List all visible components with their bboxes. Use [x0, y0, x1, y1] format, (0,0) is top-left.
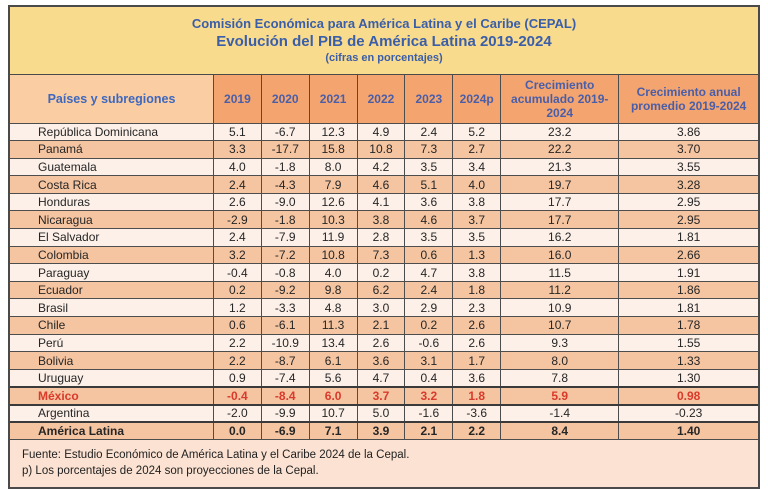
value-cell: 1.81: [619, 299, 758, 317]
value-cell: -2.9: [213, 211, 261, 229]
country-cell: Bolivia: [10, 352, 213, 370]
table-row: [10, 123, 758, 141]
value-cell: -10.9: [261, 334, 309, 352]
value-cell: 2.4: [213, 176, 261, 194]
value-cell: -9.2: [261, 281, 309, 299]
country-cell: Honduras: [10, 193, 213, 211]
value-cell: 3.8: [453, 264, 501, 282]
value-cell: 3.5: [405, 158, 453, 176]
value-cell: 5.2: [453, 123, 501, 141]
value-cell: 3.9: [357, 422, 405, 440]
value-cell: -0.8: [261, 264, 309, 282]
value-cell: 1.3: [453, 246, 501, 264]
table-row: [10, 405, 758, 423]
table-row: [10, 246, 758, 264]
value-cell: 13.4: [309, 334, 357, 352]
value-cell: 5.1: [405, 176, 453, 194]
column-header-2019: 2019: [213, 75, 261, 123]
value-cell: 3.6: [453, 369, 501, 387]
value-cell: -17.7: [261, 141, 309, 159]
value-cell: 4.0: [453, 176, 501, 194]
value-cell: 10.9: [501, 299, 619, 317]
value-cell: 6.0: [309, 387, 357, 405]
value-cell: 2.9: [405, 299, 453, 317]
value-cell: 8.0: [309, 158, 357, 176]
value-cell: 8.4: [501, 422, 619, 440]
value-cell: 3.8: [357, 211, 405, 229]
country-cell: Panamá: [10, 141, 213, 159]
value-cell: 3.4: [453, 158, 501, 176]
value-cell: 5.9: [501, 387, 619, 405]
value-cell: 16.2: [501, 229, 619, 247]
column-header-2023: 2023: [405, 75, 453, 123]
value-cell: -1.8: [261, 211, 309, 229]
value-cell: 4.1: [357, 193, 405, 211]
value-cell: 0.6: [405, 246, 453, 264]
table-row: [10, 317, 758, 335]
value-cell: 3.86: [619, 123, 758, 141]
value-cell: 11.5: [501, 264, 619, 282]
table-row: [10, 334, 758, 352]
value-cell: 3.7: [357, 387, 405, 405]
value-cell: -0.23: [619, 405, 758, 423]
value-cell: 8.0: [501, 352, 619, 370]
value-cell: 3.5: [405, 229, 453, 247]
value-cell: -8.4: [261, 387, 309, 405]
table-row: [10, 281, 758, 299]
country-cell: República Dominicana: [10, 123, 213, 141]
value-cell: 3.6: [357, 352, 405, 370]
country-cell: Chile: [10, 317, 213, 335]
value-cell: 15.8: [309, 141, 357, 159]
value-cell: 4.6: [357, 176, 405, 194]
value-cell: 3.70: [619, 141, 758, 159]
table-row: [10, 141, 758, 159]
table-row: [10, 387, 758, 405]
value-cell: 23.2: [501, 123, 619, 141]
value-cell: 10.7: [501, 317, 619, 335]
value-cell: 1.30: [619, 369, 758, 387]
value-cell: 1.8: [453, 281, 501, 299]
country-cell: Brasil: [10, 299, 213, 317]
value-cell: 7.9: [309, 176, 357, 194]
value-cell: 3.2: [405, 387, 453, 405]
table-row: [10, 299, 758, 317]
value-cell: -8.7: [261, 352, 309, 370]
country-cell: El Salvador: [10, 229, 213, 247]
value-cell: 10.7: [309, 405, 357, 423]
value-cell: 11.2: [501, 281, 619, 299]
column-header-2024p: 2024p: [453, 75, 501, 123]
value-cell: 3.3: [213, 141, 261, 159]
value-cell: 4.7: [405, 264, 453, 282]
value-cell: 2.4: [405, 123, 453, 141]
report-frame: [8, 5, 760, 489]
value-cell: 22.2: [501, 141, 619, 159]
value-cell: 0.6: [213, 317, 261, 335]
table-row: [10, 352, 758, 370]
country-cell: Costa Rica: [10, 176, 213, 194]
country-cell: Guatemala: [10, 158, 213, 176]
value-cell: 1.2: [213, 299, 261, 317]
value-cell: 1.91: [619, 264, 758, 282]
country-cell: Argentina: [10, 405, 213, 423]
value-cell: 2.1: [405, 422, 453, 440]
value-cell: 4.2: [357, 158, 405, 176]
value-cell: 21.3: [501, 158, 619, 176]
value-cell: 4.6: [405, 211, 453, 229]
value-cell: 2.66: [619, 246, 758, 264]
value-cell: 0.2: [213, 281, 261, 299]
value-cell: 2.6: [453, 317, 501, 335]
column-header-2020: 2020: [261, 75, 309, 123]
value-cell: -7.2: [261, 246, 309, 264]
value-cell: 10.3: [309, 211, 357, 229]
org-title: Comisión Económica para América Latina y el Caribe (CEPAL): [191, 16, 577, 31]
value-cell: 2.2: [453, 422, 501, 440]
value-cell: 0.98: [619, 387, 758, 405]
title-subtitle: (cifras en porcentajes): [325, 52, 443, 64]
country-cell: Colombia: [10, 246, 213, 264]
value-cell: -1.6: [405, 405, 453, 423]
title-band: [10, 7, 758, 75]
value-cell: 3.55: [619, 158, 758, 176]
value-cell: 3.5: [453, 229, 501, 247]
value-cell: 17.7: [501, 193, 619, 211]
gdp-table: [10, 75, 758, 440]
value-cell: 3.2: [213, 246, 261, 264]
value-cell: 2.3: [453, 299, 501, 317]
value-cell: 10.8: [309, 246, 357, 264]
table-row: [10, 193, 758, 211]
value-cell: 1.86: [619, 281, 758, 299]
table-row: [10, 369, 758, 387]
value-cell: 9.8: [309, 281, 357, 299]
table-row: [10, 211, 758, 229]
country-cell: Nicaragua: [10, 211, 213, 229]
value-cell: 2.8: [357, 229, 405, 247]
value-cell: 2.6: [453, 334, 501, 352]
value-cell: -0.6: [405, 334, 453, 352]
value-cell: -9.0: [261, 193, 309, 211]
value-cell: 7.3: [405, 141, 453, 159]
value-cell: 2.95: [619, 211, 758, 229]
country-cell: México: [10, 387, 213, 405]
value-cell: -6.1: [261, 317, 309, 335]
country-cell: América Latina: [10, 422, 213, 440]
value-cell: 2.4: [213, 229, 261, 247]
value-cell: 4.0: [309, 264, 357, 282]
value-cell: -1.4: [501, 405, 619, 423]
value-cell: 3.0: [357, 299, 405, 317]
value-cell: 3.7: [453, 211, 501, 229]
column-header-2022: 2022: [357, 75, 405, 123]
value-cell: 16.0: [501, 246, 619, 264]
value-cell: 3.6: [405, 193, 453, 211]
value-cell: 0.4: [405, 369, 453, 387]
footer-note: [10, 440, 758, 487]
value-cell: 7.8: [501, 369, 619, 387]
value-cell: 5.1: [213, 123, 261, 141]
column-header-average-annual-growth: Crecimiento anual promedio 2019-2024: [619, 75, 758, 123]
table-row: [10, 422, 758, 440]
column-header-2021: 2021: [309, 75, 357, 123]
value-cell: 2.2: [213, 334, 261, 352]
value-cell: -1.8: [261, 158, 309, 176]
value-cell: 3.8: [453, 193, 501, 211]
country-cell: Uruguay: [10, 369, 213, 387]
value-cell: -7.4: [261, 369, 309, 387]
value-cell: 2.1: [357, 317, 405, 335]
value-cell: 2.95: [619, 193, 758, 211]
value-cell: -4.3: [261, 176, 309, 194]
value-cell: 9.3: [501, 334, 619, 352]
value-cell: 3.1: [405, 352, 453, 370]
table-row: [10, 158, 758, 176]
value-cell: 17.7: [501, 211, 619, 229]
value-cell: 1.40: [619, 422, 758, 440]
value-cell: 19.7: [501, 176, 619, 194]
value-cell: 2.6: [357, 334, 405, 352]
value-cell: 2.4: [405, 281, 453, 299]
value-cell: 7.3: [357, 246, 405, 264]
value-cell: -6.9: [261, 422, 309, 440]
value-cell: 10.8: [357, 141, 405, 159]
table-body: [10, 123, 758, 440]
value-cell: -3.6: [453, 405, 501, 423]
value-cell: -9.9: [261, 405, 309, 423]
value-cell: 4.8: [309, 299, 357, 317]
value-cell: -0.4: [213, 264, 261, 282]
country-cell: Perú: [10, 334, 213, 352]
value-cell: 2.2: [213, 352, 261, 370]
column-header-accumulated-growth: Crecimiento acumulado 2019-2024: [501, 75, 619, 123]
column-header-countries: Países y subregiones: [10, 75, 213, 123]
page-title: Evolución del PIB de América Latina 2019-2024: [216, 33, 552, 50]
value-cell: 0.2: [357, 264, 405, 282]
value-cell: 2.6: [213, 193, 261, 211]
source-line: Fuente: Estudio Económico de América Latina y el Caribe 2024 de la Cepal.: [22, 449, 410, 462]
value-cell: 4.0: [213, 158, 261, 176]
value-cell: 5.0: [357, 405, 405, 423]
value-cell: 1.81: [619, 229, 758, 247]
value-cell: 12.6: [309, 193, 357, 211]
table-row: [10, 176, 758, 194]
value-cell: 7.1: [309, 422, 357, 440]
country-cell: Paraguay: [10, 264, 213, 282]
value-cell: 1.55: [619, 334, 758, 352]
value-cell: 6.1: [309, 352, 357, 370]
value-cell: 1.7: [453, 352, 501, 370]
country-cell: Ecuador: [10, 281, 213, 299]
value-cell: 11.9: [309, 229, 357, 247]
projection-note-line: p) Los porcentajes de 2024 son proyecciones de la Cepal.: [22, 465, 319, 478]
header-row: [10, 75, 758, 123]
table-row: [10, 229, 758, 247]
value-cell: 1.8: [453, 387, 501, 405]
value-cell: -2.0: [213, 405, 261, 423]
value-cell: 5.6: [309, 369, 357, 387]
value-cell: 0.9: [213, 369, 261, 387]
value-cell: 1.78: [619, 317, 758, 335]
value-cell: 4.9: [357, 123, 405, 141]
value-cell: -3.3: [261, 299, 309, 317]
value-cell: -6.7: [261, 123, 309, 141]
table-row: [10, 264, 758, 282]
value-cell: 0.2: [405, 317, 453, 335]
value-cell: 6.2: [357, 281, 405, 299]
value-cell: 12.3: [309, 123, 357, 141]
value-cell: -0.4: [213, 387, 261, 405]
value-cell: 1.33: [619, 352, 758, 370]
value-cell: 2.7: [453, 141, 501, 159]
value-cell: 3.28: [619, 176, 758, 194]
value-cell: 4.7: [357, 369, 405, 387]
value-cell: 11.3: [309, 317, 357, 335]
value-cell: 0.0: [213, 422, 261, 440]
value-cell: -7.9: [261, 229, 309, 247]
